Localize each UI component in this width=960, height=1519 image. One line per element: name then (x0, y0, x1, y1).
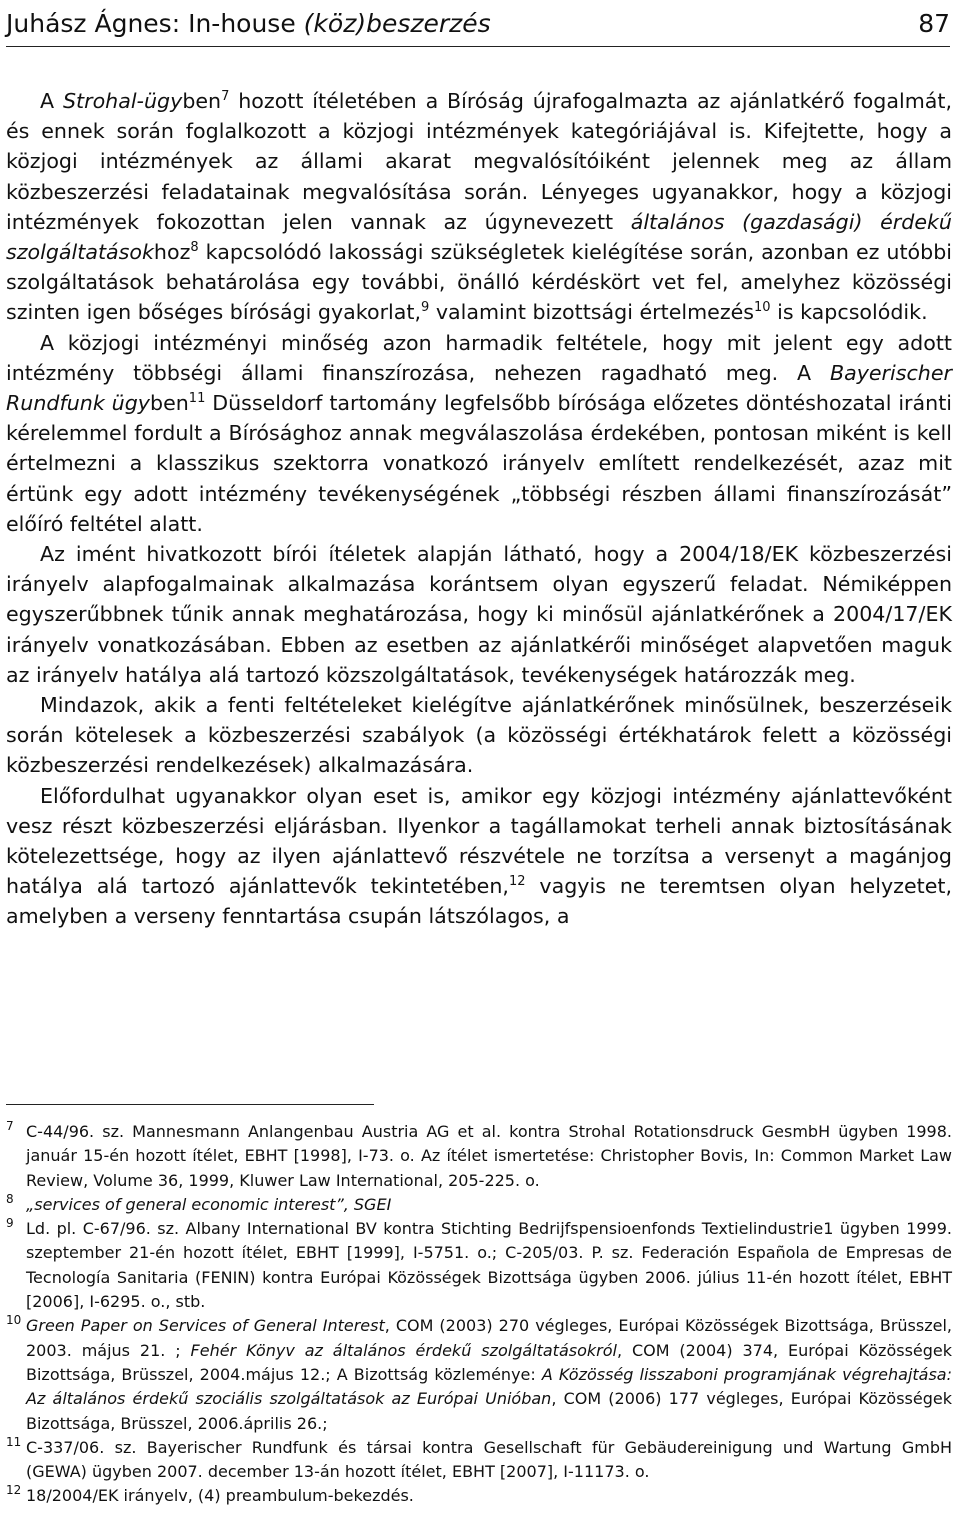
footnote-7 (6, 1120, 952, 1193)
case-name: Bayerischer Rundfunk ügy (6, 360, 952, 416)
footnote-divider (6, 1104, 374, 1105)
text-run: ben (150, 391, 189, 416)
footnote-text: C-337/06. sz. Bayerischer Rundfunk és társai kontra Gesellschaft für Gebäudereinigung und Wartung GmbH (GEWA) ügyben 2007. december 13-án hozott ítélet, EBHT [2007], I-11173. o. (26, 1437, 952, 1482)
footnote-ref[interactable]: 8 (190, 240, 199, 256)
footnote-9 (6, 1217, 952, 1314)
footnote-text (26, 1314, 952, 1435)
paragraph-1 (6, 86, 952, 328)
document-title: Fehér Könyv az általános érdekű szolgáltatásokról (190, 1340, 617, 1360)
text-run: , COM (2006) 177 végleges, Európai Közösségek Bizottsága, Brüsszel, 2006.április 26.; (26, 1389, 953, 1433)
footnote-text: C-44/96. sz. Mannesmann Anlangenbau Austria AG et al. kontra Strohal Rotationsdruck GesmbH ügyben 1998. január 15-én hozott ítélet, EBHT [1998], I-73. o. Az ítélet ismertetése: Christopher Bovis, In: Common Market Law Review, Volume 36, 1999, Kluwer Law International, 205-225. o. (26, 1122, 952, 1190)
footnote-ref[interactable]: 10 (754, 300, 771, 316)
text-run: valamint bizottsági értelmezés (429, 300, 755, 325)
footnote-number: 12 (6, 1483, 22, 1498)
italic-term: általános (gazdasági) érdekű szolgáltatások (6, 209, 952, 265)
document-title: A Közösség lisszaboni programjának végrehajtása: Az általános érdekű szociális szolgáltatások az Európai Unióban (26, 1364, 952, 1409)
paragraph-2 (6, 328, 952, 539)
footnote-text: Ld. pl. C-67/96. sz. Albany International BV kontra Stichting Bedrijfspensioenfonds Textielindustrie1 ügyben 1999. szeptember 21-én hozott ítélet, EBHT [1999], I-5751. o.; C-205/03. P. sz. Federación Española de Empresas de Tecnología Sanitaria (FENIN) kontra Európai Közösségek Bizottsága ügyben 2006. július 11-én hozott ítélet, EBHT [2006], I-6295. o., stb. (26, 1219, 952, 1312)
running-title (6, 9, 491, 38)
footnote-number: 10 (6, 1313, 22, 1328)
footnote-12 (6, 1484, 952, 1508)
footnote-10 (6, 1314, 952, 1435)
text-run: , COM (2003) 270 végleges, Európai Közösségek Bizottsága, Brüsszel, 2003. május 21. ; (26, 1316, 953, 1360)
title-plain: In-house (188, 8, 296, 38)
footnote-11 (6, 1436, 952, 1485)
footnote-number: 7 (6, 1119, 14, 1133)
footnote-text: 18/2004/EK irányelv, (4) preambulum-bekezdés. (26, 1486, 414, 1506)
text-run: Előfordulhat ugyanakkor olyan eset is, amikor egy közjogi intézmény ajánlattevőként vesz részt közbeszerzési eljárásban. Ilyenkor a tagállamokat terheli annak biztosításának kötelezettsége, hogy az ilyen ajánlattevő részvétele ne torzítsa a versenyt a magánjog hatálya alá tartozó ajánlattevők tekintetében, (6, 783, 952, 899)
footnote-ref[interactable]: 9 (421, 300, 430, 316)
paragraph-5 (6, 781, 952, 932)
paragraph-4: Mindazok, akik a fenti feltételeket kielégítve ajánlatkérőnek minősülnek, beszerzéseik során kötelesek a közbeszerzési szabályok (a közösségi értékhatárok felett a közösségi közbeszerzési rendelkezések) alkalmazására. (6, 693, 952, 778)
footnote-number: 9 (6, 1216, 14, 1231)
text-run: vagyis ne teremtsen olyan helyzetet, amelyben a verseny fenntartása csupán látszólagos, a (6, 874, 952, 929)
page-number: 87 (918, 8, 950, 38)
text-run: , COM (2004) 374, Európai Közösségek Bizottsága, Brüsszel, 2004.május 12.; A Bizottság közleménye: (26, 1340, 953, 1384)
footnote-ref[interactable]: 12 (508, 874, 526, 890)
body-text (6, 86, 952, 932)
text-run: A (40, 89, 63, 113)
text-run: hoz (153, 240, 191, 265)
footnote-ref[interactable]: 7 (221, 89, 230, 104)
footnote-text (26, 1193, 952, 1217)
footnote-number: 8 (6, 1191, 14, 1206)
footnote-ref[interactable]: 11 (188, 391, 206, 407)
author-name: Juhász Ágnes: (6, 8, 181, 38)
footnotes (6, 1120, 952, 1509)
text-run: Düsseldorf tartomány legfelsőbb bírósága előzetes döntéshozatal iránti kérelemmel fordult a Bírósághoz annak megválaszolása érdekében, pontosan miként is kell értelmezni a klasszikus szektorra vonatkozó irányelv említett rendelkezését, azaz mit értünk egy adott intézmény tevékenységének „többségi részben állami finanszírozását” előíró feltétel alatt. (6, 391, 952, 536)
text-run: A közjogi intézményi minőség azon harmadik feltétele, hogy mit jelent egy adott intézmény többségi állami finanszírozása, nehezen ragadható meg. A (6, 330, 952, 385)
title-italic: (köz)beszerzés (303, 8, 491, 38)
document-title: Green Paper on Services of General Interest (26, 1316, 385, 1336)
paragraph-3: Az imént hivatkozott bírói ítéletek alapján látható, hogy a 2004/18/EK közbeszerzési irányelv alapfogalmainak alkalmazása korántsem olyan egyszerű feladat. Némiképpen egyszerűbbnek tűnik annak meghatározása, hogy ki minősül ajánlatkérőnek a 2004/17/EK irányelv vonatkozásában. Ebben az esetben az ajánlatkérői minőséget alapvetően maguk az irányelv hatálya alá tartozó közszolgáltatások, tevékenységek határozzák meg. (6, 542, 952, 687)
text-run: ben (182, 89, 222, 113)
footnote-number: 11 (6, 1434, 22, 1449)
case-name: Strohal-ügy (62, 89, 183, 113)
footnote-8 (6, 1193, 952, 1217)
text-run: kapcsolódó lakossági szükségletek kielégítése során, azonban ez utóbbi szolgáltatások behatárolása egy további, önálló kérdéskört vet fel, amelyhez közösségi szinten igen bőséges bírósági gyakorlat, (6, 240, 952, 325)
italic-term: „services of general economic interest”, SGEI (26, 1194, 392, 1214)
text-run: hozott ítéletében a Bíróság újrafogalmazta az ajánlatkérő fogalmát, és ennek során foglalkozott a közjogi intézmények kategóriájával is. Kifejtette, hogy a közjogi intézmények az állami akarat megvalósítóiként jelennek meg az állam közbeszerzési feladatainak megvalósítása során. Lényeges ugyanakkor, hogy a közjogi intézmények fokozottan jelen vannak az úgynevezett (6, 89, 953, 234)
running-header (6, 0, 950, 47)
text-run: is kapcsolódik. (770, 300, 928, 325)
